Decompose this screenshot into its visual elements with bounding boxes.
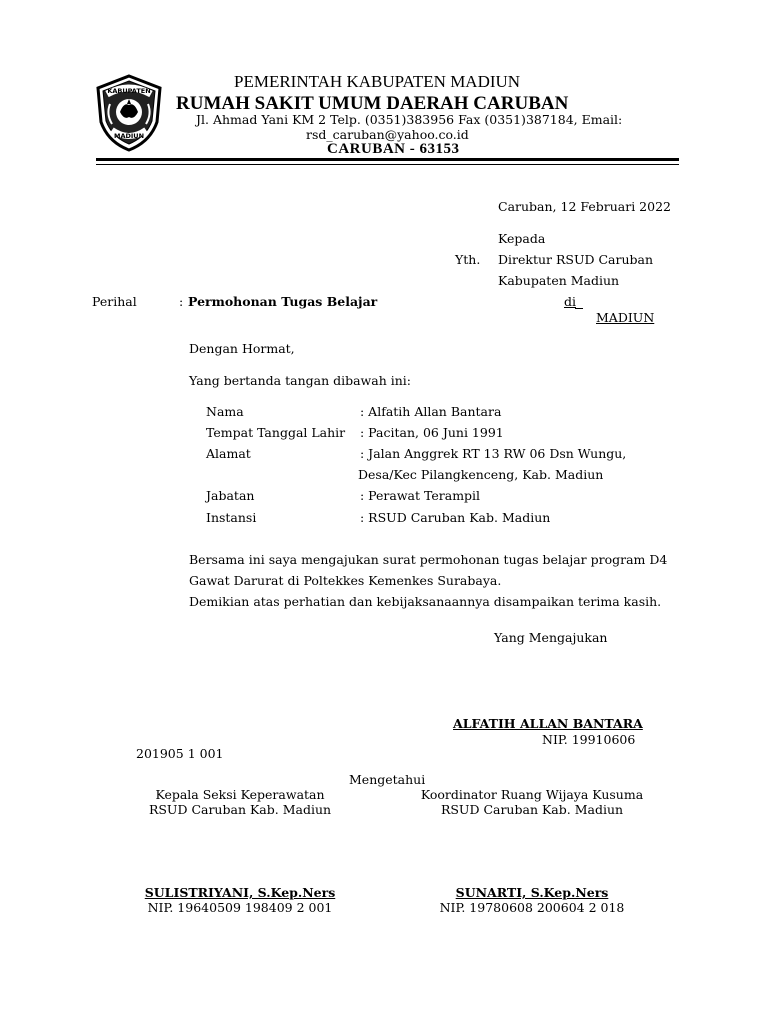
approver-left-name: SULISTRIYANI, S.Kep.Ners (144, 885, 336, 900)
svg-text:MADIUN: MADIUN (113, 132, 145, 140)
approver-right-nip: NIP. 19780608 200604 2 018 (439, 900, 625, 915)
applicant-nip-part2: 201905 1 001 (136, 746, 224, 761)
identity-label-jabatan: Jabatan (206, 488, 255, 503)
approver-right-name: SUNARTI, S.Kep.Ners (455, 885, 609, 900)
identity-label-alamat: Alamat (206, 446, 251, 461)
recipient-line2: Kabupaten Madiun (498, 273, 620, 288)
mengetahui-label: Mengetahui (349, 772, 426, 787)
identity-value-ttl: : Pacitan, 06 Juni 1991 (360, 425, 504, 440)
approver-left-nip: NIP. 19640509 198409 2 001 (147, 900, 333, 915)
regency-seal-logo (94, 74, 164, 152)
email-line: rsd_caruban@yahoo.co.id (306, 127, 469, 142)
approver-left-org: RSUD Caruban Kab. Madiun (148, 802, 332, 817)
applicant-nip-part1: NIP. 19910606 (542, 732, 636, 747)
body-line-2: Gawat Darurat di Poltekkes Kemenkes Surabaya. (189, 573, 502, 588)
intro-text: Yang bertanda tangan dibawah ini: (189, 373, 411, 388)
identity-value-nama: : Alfatih Allan Bantara (360, 404, 502, 419)
recipient-di: di (564, 294, 576, 309)
recipient-di-underscore (575, 294, 583, 309)
approver-right-title: Koordinator Ruang Wijaya Kusuma (420, 787, 644, 802)
city-postal-code: CARUBAN - 63153 (327, 141, 460, 157)
identity-value-jabatan: : Perawat Terampil (360, 488, 481, 503)
letterhead-rule-thick (96, 158, 679, 161)
letterhead-rule-thin (96, 164, 679, 165)
hospital-name: RUMAH SAKIT UMUM DAERAH CARUBAN (176, 93, 569, 114)
approver-right-org: RSUD Caruban Kab. Madiun (440, 802, 624, 817)
identity-value-alamat: : Jalan Anggrek RT 13 RW 06 Dsn Wungu, (360, 446, 627, 461)
identity-label-ttl: Tempat Tanggal Lahir (206, 425, 346, 440)
identity-value-instansi: : RSUD Caruban Kab. Madiun (360, 510, 551, 525)
salutation: Dengan Hormat, (189, 341, 295, 356)
perihal-colon: : (179, 294, 184, 309)
perihal-value: Permohonan Tugas Belajar (188, 294, 378, 309)
recipient-line1: Direktur RSUD Caruban (498, 252, 654, 267)
approver-left-title: Kepala Seksi Keperawatan (155, 787, 325, 802)
government-name: PEMERINTAH KABUPATEN MADIUN (234, 72, 521, 91)
recipient-city: MADIUN (596, 310, 655, 325)
identity-value-alamat-cont: Desa/Kec Pilangkenceng, Kab. Madiun (358, 467, 604, 482)
body-line-3: Demikian atas perhatian dan kebijaksanaannya disampaikan terima kasih. (189, 594, 662, 609)
applicant-name: ALFATIH ALLAN BANTARA (453, 716, 643, 731)
body-line-1: Bersama ini saya mengajukan surat permohonan tugas belajar program D4 (189, 552, 668, 567)
closing-yang-mengajukan: Yang Mengajukan (494, 630, 608, 645)
recipient-kepada: Kepada (498, 231, 546, 246)
svg-text:KABUPATEN: KABUPATEN (107, 87, 151, 95)
address-line: Jl. Ahmad Yani KM 2 Telp. (0351)383956 Fax (0351)387184, Email: (196, 112, 623, 127)
recipient-yth: Yth. (455, 252, 481, 267)
identity-label-nama: Nama (206, 404, 244, 419)
letter-date: Caruban, 12 Februari 2022 (498, 199, 671, 214)
perihal-label: Perihal (92, 294, 137, 309)
identity-label-instansi: Instansi (206, 510, 257, 525)
